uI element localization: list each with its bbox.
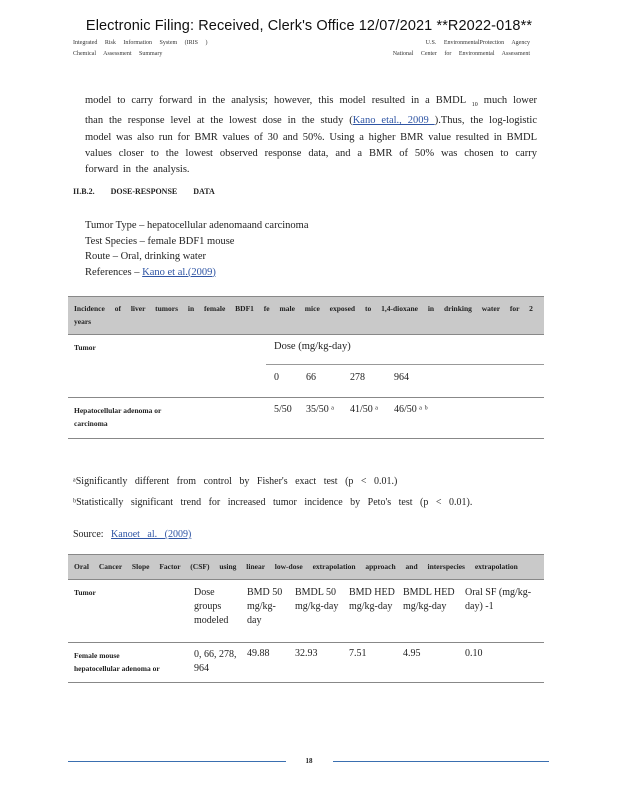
incidence-value: 5/50	[266, 398, 306, 439]
section-heading: II.B.2. DOSE-RESPONSE DATA	[73, 187, 215, 196]
dose-header: Dose (mg/kg-day)	[266, 335, 544, 365]
tumor-header: Tumor	[68, 335, 266, 398]
header-right-line1: U.S. EnvironmentalProtection Agency	[425, 40, 530, 46]
col-header-bmdl50: BMDL 50 mg/kg-day	[292, 580, 346, 643]
dose-value: 0	[266, 365, 306, 398]
intro-paragraph	[85, 93, 537, 178]
incidence-value: 46/50 ᵃ ᵇ	[394, 398, 544, 439]
source-label: Source:	[73, 529, 112, 540]
header-right	[393, 38, 530, 60]
source-link[interactable]: Kanoet al. (2009)	[111, 529, 192, 540]
intro-subscript: 10	[471, 102, 478, 109]
citation-link[interactable]: Kano etal., 2009	[352, 115, 435, 127]
slope-factor-table	[68, 554, 544, 683]
col-header-bmd50: BMD 50 mg/kg-day	[244, 580, 292, 643]
intro-text-1: model to carry forward in the analysis; however, this model resulted in a BMDL	[85, 95, 466, 106]
study-facts	[85, 218, 308, 280]
incidence-value: 41/50 ᵃ	[350, 398, 394, 439]
footnote-a: ᵃSignificantly different from control by Fisher's exact test (p < 0.01.)	[73, 476, 398, 487]
route: Route – Oral, drinking water	[85, 251, 207, 262]
row-label-hepatocellular: Hepatocellular adenoma or carcinoma	[68, 398, 266, 439]
value-bmdl-hed: 4.95	[400, 643, 462, 683]
filing-stamp: Electronic Filing: Received, Clerk's Office 12/07/2021 **R2022-018**	[85, 18, 533, 34]
dose-value: 964	[394, 365, 544, 398]
value-bmd-hed: 7.51	[346, 643, 400, 683]
incidence-value: 35/50 ᵃ	[306, 398, 350, 439]
footnote-b: ᵇStatistically significant trend for increased tumor incidence by Peto's test (p < 0.01).	[73, 497, 473, 508]
references-link[interactable]: Kano et al.(2009)	[142, 266, 216, 278]
col-header-tumor: Tumor	[68, 580, 190, 643]
col-header-dose-groups: Dose groups modeled	[190, 580, 244, 643]
intro-text-2: much lower than the response level at the lowest dose in the study (	[85, 95, 538, 127]
row-label-female-mouse: Female mouse hepatocellular adenoma or	[68, 643, 190, 683]
header-left	[73, 38, 207, 60]
slope-factor-caption: Oral Cancer Slope Factor (CSF) using linear low-dose extrapolation approach and interspecies extrapolation	[68, 555, 544, 580]
value-oral-sf: 0.10	[462, 643, 544, 683]
source-line	[73, 529, 191, 540]
intro-text-3: ).Thus, the log-logistic model was also run for BMR values of 30 and 50%. Using a higher BMR value resulted in BMDL values closer to the lowest observed response data, and a BMR of 50% was chosen to carry forward in the analysis.	[85, 115, 537, 175]
test-species: Test Species – female BDF1 mouse	[85, 235, 235, 247]
col-header-oral-sf: Oral SF (mg/kg-day) -1	[462, 580, 544, 643]
header-right-line2: National Center for Environmental Assessment	[392, 51, 530, 57]
references	[85, 265, 308, 281]
header-left-line2: Chemical Assessment Summary	[73, 51, 163, 57]
dose-value: 278	[350, 365, 394, 398]
col-header-bmd-hed: BMD HED mg/kg-day	[346, 580, 400, 643]
header-left-line1: Integrated Risk Information System (IRIS )	[73, 40, 208, 46]
dose-value: 66	[306, 365, 350, 398]
col-header-bmdl-hed: BMDL HED mg/kg-day	[400, 580, 462, 643]
value-bmd50: 49.88	[244, 643, 292, 683]
value-bmdl50: 32.93	[292, 643, 346, 683]
value-dose-groups: 0, 66, 278, 964	[190, 643, 244, 683]
tumor-type: Tumor Type – hepatocellular adenomaand carcinoma	[85, 220, 309, 231]
references-label: References –	[85, 266, 143, 278]
incidence-table	[68, 296, 544, 439]
incidence-table-caption: Incidence of liver tumors in female BDF1 fe male mice exposed to 1,4-dioxane in drinking water for 2 years	[68, 297, 544, 335]
page-number: 18	[305, 757, 313, 765]
